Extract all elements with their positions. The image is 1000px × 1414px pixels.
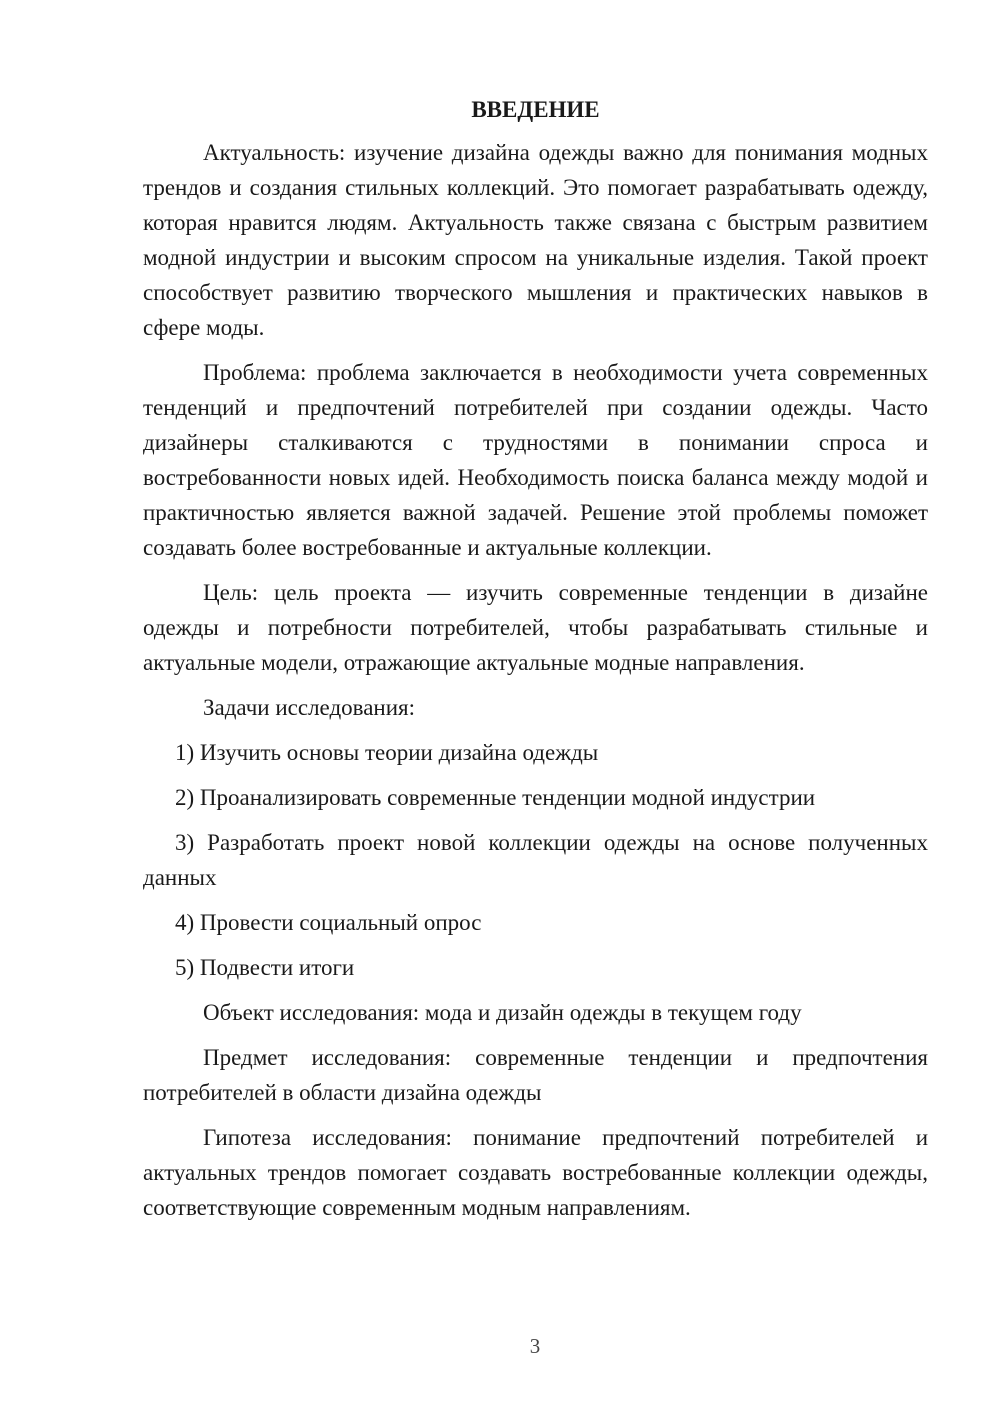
relevance-paragraph: Актуальность: изучение дизайна одежды важно для понимания модных трендов и создания стильных коллекций. Это помогает разрабатывать одежду, которая нравится людям. Актуальность также связана с быстрым развитием модной индустрии и высоким спросом на уникальные изделия. Такой проект способствует развитию творческого мышления и практических навыков в сфере моды. bbox=[143, 140, 928, 340]
section-title: ВВЕДЕНИЕ bbox=[471, 97, 600, 122]
subject-paragraph: Предмет исследования: современные тенденции и предпочтения потребителей в области дизайна одежды bbox=[143, 1045, 928, 1105]
object-paragraph: Объект исследования: мода и дизайн одежды в текущем году bbox=[203, 1000, 802, 1025]
task-item: 5) Подвести итоги bbox=[175, 955, 355, 980]
page-number: 3 bbox=[529, 1334, 541, 1358]
problem-paragraph: Проблема: проблема заключается в необходимости учета современных тенденций и предпочтений потребителей при создании одежды. Часто дизайнеры сталкиваются с трудностями в понимании спроса и востребованности новых идей. Необходимость поиска баланса между модой и практичностью является важной задачей. Решение этой проблемы поможет создавать более востребованные и актуальные коллекции. bbox=[143, 360, 928, 560]
task-item: 2) Проанализировать современные тенденции модной индустрии bbox=[175, 785, 816, 810]
tasks-list bbox=[143, 735, 928, 985]
task-item: 1) Изучить основы теории дизайна одежды bbox=[175, 740, 599, 765]
hypothesis-paragraph: Гипотеза исследования: понимание предпочтений потребителей и актуальных трендов помогает создавать востребованные коллекции одежды, соответствующие современным модным направлениям. bbox=[143, 1125, 928, 1220]
task-item: 3) Разработать проект новой коллекции одежды на основе полученных данных bbox=[143, 830, 928, 890]
task-item: 4) Провести социальный опрос bbox=[175, 910, 482, 935]
tasks-heading: Задачи исследования: bbox=[203, 695, 416, 720]
document-page bbox=[143, 92, 928, 1235]
goal-paragraph: Цель: цель проекта — изучить современные тенденции в дизайне одежды и потребности потребителей, чтобы разрабатывать стильные и актуальные модели, отражающие актуальные модные направления. bbox=[143, 580, 928, 675]
